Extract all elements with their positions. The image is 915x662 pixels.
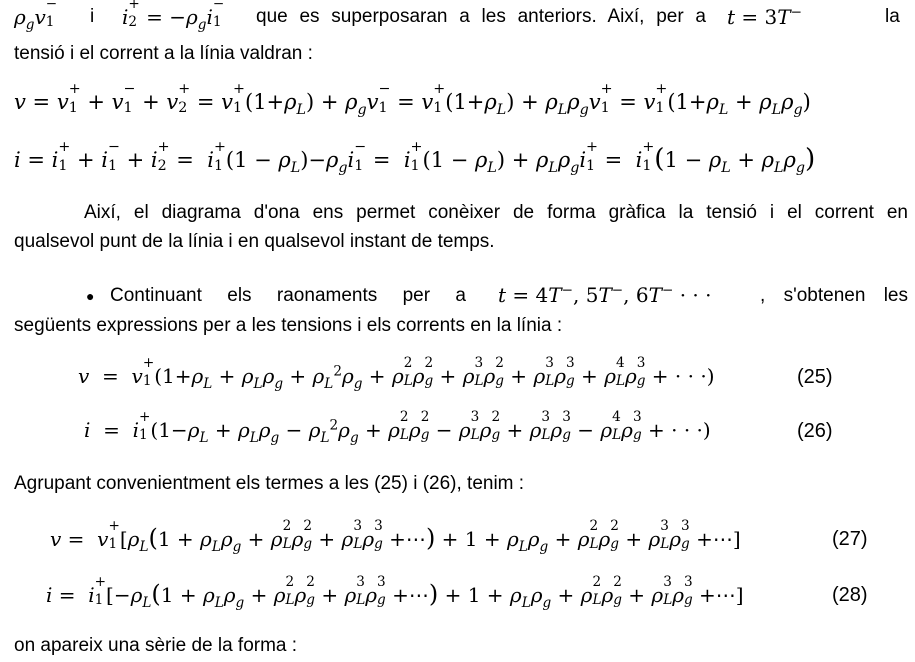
line1-math-lead: $\rho_gv-$ 1 xyxy=(14,0,58,33)
bullet-text-line2: següents expressions per a les tensions i els corrents en la línia : xyxy=(14,315,563,336)
equation-25-label: (25) xyxy=(797,366,833,388)
bullet-text-a: Continuant els raonaments per a xyxy=(110,285,466,306)
line1-text-end: la xyxy=(885,6,900,27)
equation-26: i = i+ 1 ($1-\rho_L + \rho_L\rho_g - \rho_L^2\rho_g + \rho 2$ Lρ2 g − ρ3 Lρ2 g + ρ3 Lρ3 g − ρ4 Lρ3 g + · · ·) xyxy=(84,408,711,446)
equation-27-label: (27) xyxy=(832,528,868,550)
equation-i-sum: i = i+ 1 + i− 1 + i+ 2 = i+ 1 $(1 - \rho_L)-\rho_gi-$ 1 = i+ 1 $(1 - \rho_L) + \rho_L\rho_gi+$ 1 = i+ 1 $(1 - \rho_L + \rho_L\rho_g)$ xyxy=(14,139,816,176)
equation-25: v = v+ 1 ($1+\rho_L + \rho_L\rho_g + \rho_L^2\rho_g + \rho 2$ Lρ2 g + ρ3 Lρ2 g + ρ3 Lρ3 g + ρ4 Lρ3 g + · · ·) xyxy=(78,354,715,392)
equation-28: i = i+ 1 [$-\rho_L(1 + \rho_L\rho_g + \rho 2$ Lρ2 g + ρ3 Lρ3 g +⋯) + $1 + \rho_L\rho_g + \rho 2$ Lρ2 g + ρ3 Lρ3 g +⋯] xyxy=(46,573,744,611)
bullet-icon: ● xyxy=(86,288,95,304)
bullet-math-instants: t = 4T−, 5T−, 6T− · · · xyxy=(498,282,712,307)
paragraph-diagram-line-b: qualsevol punt de la línia i en qualsevol instant de temps. xyxy=(14,231,495,252)
equation-v-sum: v = v+ 1 + v− 1 + v+ 2 = v+ 1 $(1+\rho_L) + \rho_gv-$ 1 = v+ 1 $(1+\rho_L) + \rho_L\rho_gv+$ 1 = v+ 1 $(1+\rho_L + \rho_L\rho_g)$ xyxy=(14,81,811,118)
line1-conj-i: i xyxy=(90,6,95,27)
paragraph-diagram-line-a: Així, el diagrama d'ona ens permet conèixer de forma gràfica la tensió i el corrent en xyxy=(84,202,908,223)
last-line-text: on apareix una sèrie de la forma : xyxy=(14,635,298,656)
line1-math-t: t = 3T− xyxy=(727,4,802,29)
equation-26-label: (26) xyxy=(797,420,833,442)
equation-28-label: (28) xyxy=(832,584,868,606)
bullet-text-b: , s'obtenen les xyxy=(760,285,908,306)
agrupant-text: Agrupant convenientment els termes a les (25) i (26), tenim : xyxy=(14,473,525,494)
line1-math-mid: i+ $2 = -\rho_gi-$ 1 xyxy=(122,0,225,33)
equation-27: v = v+ 1 [$\rho_L(1 + \rho_L\rho_g + \rho 2$ Lρ2 g + ρ3 Lρ3 g +⋯) + $1 + \rho_L\rho_g + \rho 2$ Lρ2 g + ρ3 Lρ3 g +⋯] xyxy=(50,517,741,555)
line1-text: que es superposaran a les anteriors. Així, per a xyxy=(256,6,706,27)
line2-text: tensió i el corrent a la línia valdran : xyxy=(14,43,313,64)
